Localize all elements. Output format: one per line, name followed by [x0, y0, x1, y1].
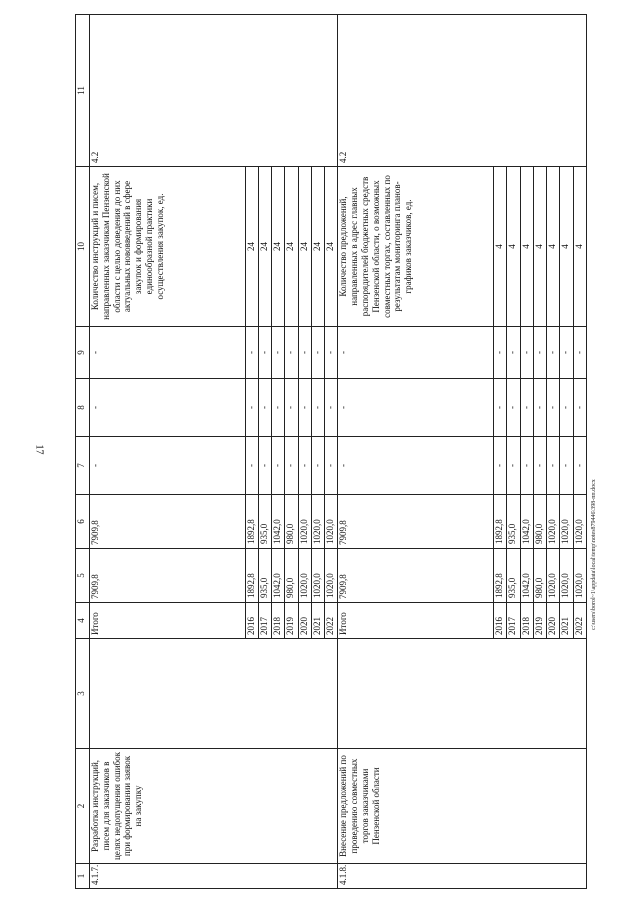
indicator-link: 4.2 — [338, 15, 587, 167]
indicator-value-cell: 4 — [520, 167, 533, 327]
column-header: 10 — [76, 167, 90, 327]
funding-cell: 1042,0 — [272, 549, 285, 603]
other-sources-cell: - — [533, 327, 546, 379]
indicator-value-cell: 24 — [258, 167, 271, 327]
other-sources-cell: - — [258, 327, 271, 379]
year-cell: 2016 — [494, 603, 507, 639]
program-measures-table — [75, 14, 587, 889]
measure-row — [90, 15, 246, 889]
measure-executor — [338, 639, 587, 749]
year-cell: 2021 — [311, 603, 324, 639]
indicator-link: 4.2 — [90, 15, 338, 167]
year-cell: 2017 — [258, 603, 271, 639]
other-sources-cell: - — [298, 327, 311, 379]
total-other-sources: - — [90, 327, 246, 379]
local-budget-cell: - — [325, 379, 338, 437]
funding-cell: 1020,0 — [560, 549, 573, 603]
regional-budget-cell: 1042,0 — [272, 495, 285, 549]
other-sources-cell: - — [520, 327, 533, 379]
funding-cell: 980,0 — [285, 549, 298, 603]
funding-cell: 1892,8 — [245, 549, 258, 603]
funding-cell: 1020,0 — [325, 549, 338, 603]
federal-budget-cell: - — [547, 437, 560, 495]
total-regional-budget: 7909,8 — [90, 495, 246, 549]
other-sources-cell: - — [311, 327, 324, 379]
footer-file-path: c:\users\borol~1\appdata\local\temp\notes879446\398-пп.docx — [591, 479, 597, 630]
table-body — [90, 15, 587, 889]
year-cell: 2021 — [560, 603, 573, 639]
federal-budget-cell: - — [285, 437, 298, 495]
year-cell: 2016 — [245, 603, 258, 639]
total-federal-budget: - — [338, 437, 494, 495]
total-local-budget: - — [90, 379, 246, 437]
other-sources-cell: - — [285, 327, 298, 379]
indicator-name: Количество предложений, направленных в адрес главных распорядителей бюджетных средств Пензенской области, о возможных совместных торгах, составленных по результатам мониторинга планов-графиков заказчиков, ед. — [338, 167, 494, 327]
local-budget-cell: - — [245, 379, 258, 437]
year-cell: 2018 — [520, 603, 533, 639]
federal-budget-cell: - — [245, 437, 258, 495]
other-sources-cell: - — [494, 327, 507, 379]
indicator-name: Количество инструкций и писем, направленных заказчикам Пензенской области с целью доведения до них актуальных нововведений в сфере закупок и формирования единообразной практики осуществления закупок, ед. — [90, 167, 246, 327]
federal-budget-cell: - — [560, 437, 573, 495]
column-header: 7 — [76, 437, 90, 495]
regional-budget-cell: 1020,0 — [547, 495, 560, 549]
other-sources-cell: - — [507, 327, 520, 379]
funding-cell: 1892,8 — [494, 549, 507, 603]
federal-budget-cell: - — [533, 437, 546, 495]
local-budget-cell: - — [520, 379, 533, 437]
indicator-value-cell: 4 — [560, 167, 573, 327]
funding-cell: 935,0 — [507, 549, 520, 603]
measure-row — [338, 15, 494, 889]
other-sources-cell: - — [245, 327, 258, 379]
federal-budget-cell: - — [325, 437, 338, 495]
column-header: 9 — [76, 327, 90, 379]
regional-budget-cell: 1020,0 — [311, 495, 324, 549]
indicator-value-cell: 24 — [298, 167, 311, 327]
column-header: 6 — [76, 495, 90, 549]
other-sources-cell: - — [272, 327, 285, 379]
year-cell: 2020 — [298, 603, 311, 639]
funding-cell: 980,0 — [533, 549, 546, 603]
indicator-value-cell: 4 — [494, 167, 507, 327]
local-budget-cell: - — [507, 379, 520, 437]
regional-budget-cell: 980,0 — [285, 495, 298, 549]
year-cell: 2019 — [285, 603, 298, 639]
other-sources-cell: - — [560, 327, 573, 379]
local-budget-cell: - — [533, 379, 546, 437]
local-budget-cell: - — [494, 379, 507, 437]
total-funding: 7909,8 — [338, 549, 494, 603]
column-header: 2 — [76, 749, 90, 864]
local-budget-cell: - — [573, 379, 586, 437]
local-budget-cell: - — [547, 379, 560, 437]
local-budget-cell: - — [272, 379, 285, 437]
total-regional-budget: 7909,8 — [338, 495, 494, 549]
year-cell: 2022 — [325, 603, 338, 639]
total-other-sources: - — [338, 327, 494, 379]
measure-name: Внесение предложений по проведению совместных торгов заказчиками Пензенской области — [338, 749, 587, 864]
federal-budget-cell: - — [298, 437, 311, 495]
column-header: 4 — [76, 603, 90, 639]
funding-cell: 935,0 — [258, 549, 271, 603]
regional-budget-cell: 1020,0 — [325, 495, 338, 549]
funding-cell: 1042,0 — [520, 549, 533, 603]
year-cell: 2022 — [573, 603, 586, 639]
federal-budget-cell: - — [573, 437, 586, 495]
regional-budget-cell: 935,0 — [258, 495, 271, 549]
other-sources-cell: - — [325, 327, 338, 379]
indicator-value-cell: 24 — [272, 167, 285, 327]
federal-budget-cell: - — [258, 437, 271, 495]
federal-budget-cell: - — [520, 437, 533, 495]
regional-budget-cell: 1892,8 — [494, 495, 507, 549]
measure-number: 4.1.8. — [338, 864, 587, 889]
measure-name: Разработка инструкций, писем для заказчиков в целях недопущения ошибок при формировании заявок на закупку — [90, 749, 338, 864]
page-number: 17 — [33, 444, 45, 455]
local-budget-cell: - — [311, 379, 324, 437]
local-budget-cell: - — [560, 379, 573, 437]
period-total-label: Итого — [338, 603, 494, 639]
federal-budget-cell: - — [494, 437, 507, 495]
other-sources-cell: - — [547, 327, 560, 379]
regional-budget-cell: 1020,0 — [298, 495, 311, 549]
local-budget-cell: - — [258, 379, 271, 437]
measure-number: 4.1.7. — [90, 864, 338, 889]
rotated-table-wrapper — [75, 15, 587, 889]
regional-budget-cell: 1042,0 — [520, 495, 533, 549]
funding-cell: 1020,0 — [573, 549, 586, 603]
indicator-value-cell: 4 — [547, 167, 560, 327]
indicator-value-cell: 4 — [533, 167, 546, 327]
regional-budget-cell: 1892,8 — [245, 495, 258, 549]
funding-cell: 1020,0 — [547, 549, 560, 603]
column-header: 8 — [76, 379, 90, 437]
local-budget-cell: - — [298, 379, 311, 437]
indicator-value-cell: 24 — [285, 167, 298, 327]
indicator-value-cell: 4 — [573, 167, 586, 327]
year-cell: 2017 — [507, 603, 520, 639]
total-local-budget: - — [338, 379, 494, 437]
measure-executor — [90, 639, 338, 749]
funding-cell: 1020,0 — [311, 549, 324, 603]
regional-budget-cell: 1020,0 — [560, 495, 573, 549]
column-header: 3 — [76, 639, 90, 749]
regional-budget-cell: 980,0 — [533, 495, 546, 549]
indicator-value-cell: 24 — [311, 167, 324, 327]
federal-budget-cell: - — [272, 437, 285, 495]
total-funding: 7909,8 — [90, 549, 246, 603]
federal-budget-cell: - — [507, 437, 520, 495]
indicator-value-cell: 24 — [325, 167, 338, 327]
column-header: 5 — [76, 549, 90, 603]
column-header: 11 — [76, 15, 90, 167]
column-header: 1 — [76, 864, 90, 889]
year-cell: 2019 — [533, 603, 546, 639]
period-total-label: Итого — [90, 603, 246, 639]
local-budget-cell: - — [285, 379, 298, 437]
year-cell: 2020 — [547, 603, 560, 639]
other-sources-cell: - — [573, 327, 586, 379]
year-cell: 2018 — [272, 603, 285, 639]
indicator-value-cell: 24 — [245, 167, 258, 327]
regional-budget-cell: 935,0 — [507, 495, 520, 549]
funding-cell: 1020,0 — [298, 549, 311, 603]
indicator-value-cell: 4 — [507, 167, 520, 327]
regional-budget-cell: 1020,0 — [573, 495, 586, 549]
column-number-row — [76, 15, 90, 889]
federal-budget-cell: - — [311, 437, 324, 495]
total-federal-budget: - — [90, 437, 246, 495]
